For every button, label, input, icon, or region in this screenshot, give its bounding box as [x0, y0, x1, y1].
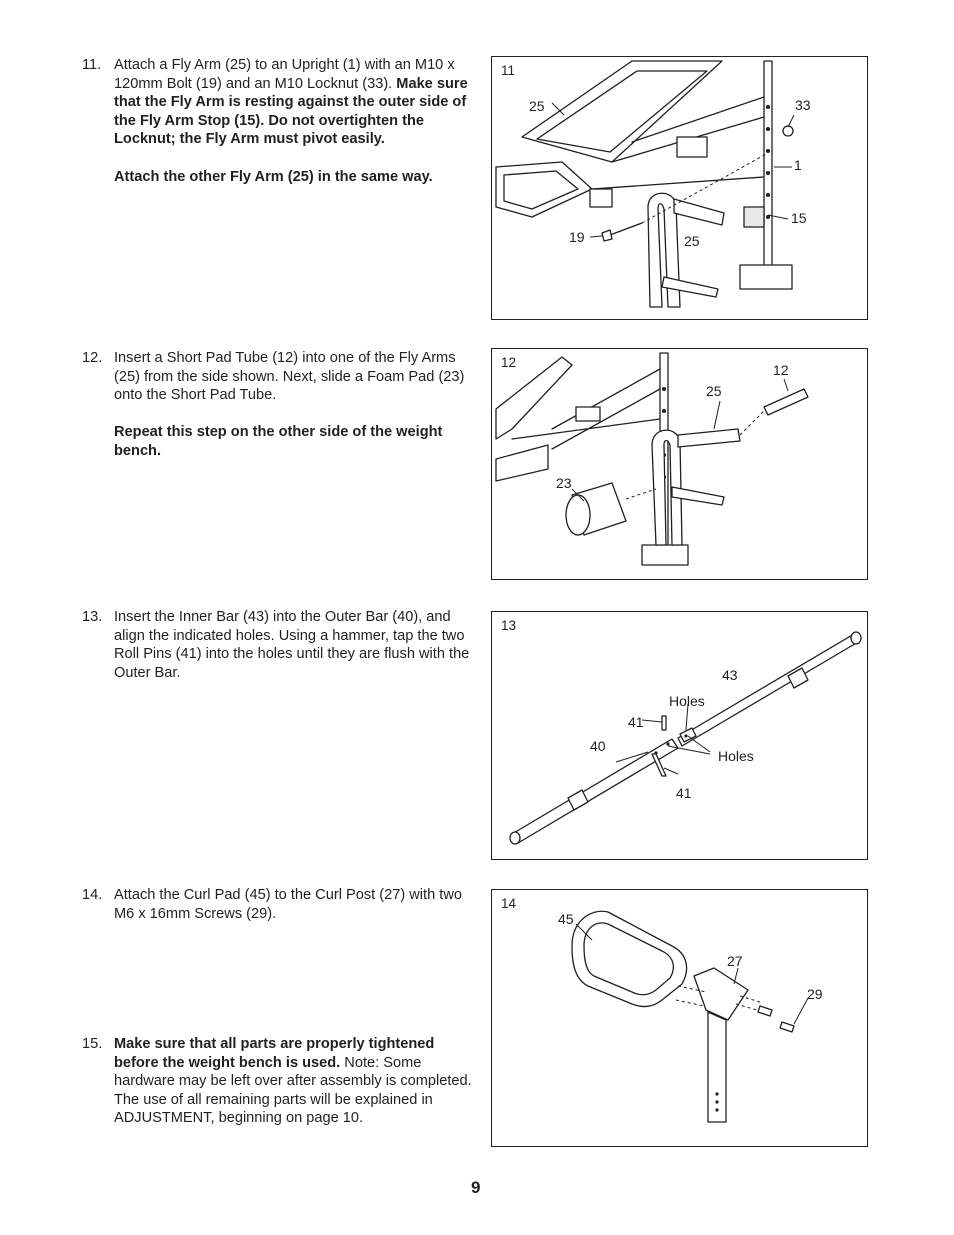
step-paragraph: [114, 56, 474, 149]
callout-outer-bar: 40: [590, 738, 606, 754]
callout-fly-arm: 25: [706, 383, 722, 399]
step-paragraph: [114, 349, 474, 405]
step-number: 11.: [82, 57, 102, 73]
step-paragraph: [114, 168, 474, 187]
callout-fly-arm: 25: [529, 98, 545, 114]
step-11: [82, 56, 474, 186]
step-body: [114, 1035, 474, 1128]
figure-number: 14: [501, 896, 517, 911]
step-13: [82, 608, 474, 682]
step-paragraph: [114, 1035, 474, 1128]
step-body: [114, 56, 474, 186]
callout-holes-lower: Holes: [718, 748, 754, 764]
step-text-bold: Make sure that all parts are properly tightened before the weight bench is used.: [114, 1036, 435, 1071]
step-text: Insert a Short Pad Tube (12) into one of the Fly Arms (25) from the side shown. Next, slide a Foam Pad (23) onto the Short Pad Tube.: [114, 350, 465, 404]
step-number: 14.: [82, 887, 103, 903]
callout-bolt: 19: [569, 229, 585, 245]
callout-inner-bar: 43: [722, 667, 738, 683]
callout-fly-arm-stop: 15: [791, 210, 807, 226]
callout-screws: 29: [807, 986, 823, 1002]
figure-number: 13: [501, 618, 517, 633]
step-paragraph: [114, 423, 474, 460]
step-number: 15.: [82, 1036, 103, 1052]
figure-number: 12: [501, 355, 517, 370]
step-body: [114, 349, 474, 461]
step-12: [82, 349, 474, 461]
callout-short-pad-tube: 12: [773, 362, 789, 378]
step-text-bold: Make sure that the Fly Arm is resting against the outer side of the Fly Arm Stop (15). Do not overtighten the Locknut; the Fly Arm must pivot easily.: [114, 75, 468, 148]
figure-11: [491, 56, 868, 320]
figure-12: [491, 348, 868, 580]
step-text: Attach a Fly Arm (25) to an Upright (1) with an M10 x 120mm Bolt (19) and an M10 Locknut (33).: [114, 57, 455, 92]
step-body: [114, 608, 474, 682]
callout-curl-post: 27: [727, 953, 743, 969]
callout-locknut: 33: [795, 97, 811, 113]
barbell-assembly-drawing: [492, 612, 868, 860]
step-15: [82, 1035, 474, 1128]
step-text-bold: Attach the other Fly Arm (25) in the same way.: [114, 168, 433, 185]
step-paragraph: [114, 886, 474, 923]
figure-number: 11: [501, 63, 516, 78]
figure-13: [491, 611, 868, 860]
callout-roll-pin-upper: 41: [628, 714, 644, 730]
callout-curl-pad: 45: [558, 911, 574, 927]
step-number: 13.: [82, 609, 103, 625]
fly-arm-assembly-drawing: [492, 57, 868, 320]
curl-pad-assembly-drawing: [492, 890, 868, 1147]
step-body: [114, 886, 474, 923]
pad-tube-assembly-drawing: [492, 349, 868, 580]
step-number: 12.: [82, 350, 103, 366]
callout-holes-upper: Holes: [669, 693, 705, 709]
callout-roll-pin-lower: 41: [676, 785, 692, 801]
figure-14: [491, 889, 868, 1147]
step-text: Attach the Curl Pad (45) to the Curl Post (27) with two M6 x 16mm Screws (29).: [114, 887, 462, 922]
step-14: [82, 886, 474, 923]
step-text: Insert the Inner Bar (43) into the Outer Bar (40), and align the indicated holes. Using a hammer, tap the two Roll Pins (41) into the holes until they are flush with the Outer Bar.: [114, 609, 470, 681]
callout-fly-arm-lower: 25: [684, 233, 700, 249]
callout-upright: 1: [794, 157, 802, 173]
step-text-bold: Repeat this step on the other side of the weight bench.: [114, 424, 443, 459]
page-number: 9: [471, 1178, 481, 1197]
step-paragraph: [114, 608, 474, 682]
callout-foam-pad: 23: [556, 475, 572, 491]
step-text: Note: Some hardware may be left over after assembly is completed. The use of all remaining parts will be explained in ADJUSTMENT, beginning on page 10.: [114, 1054, 472, 1127]
